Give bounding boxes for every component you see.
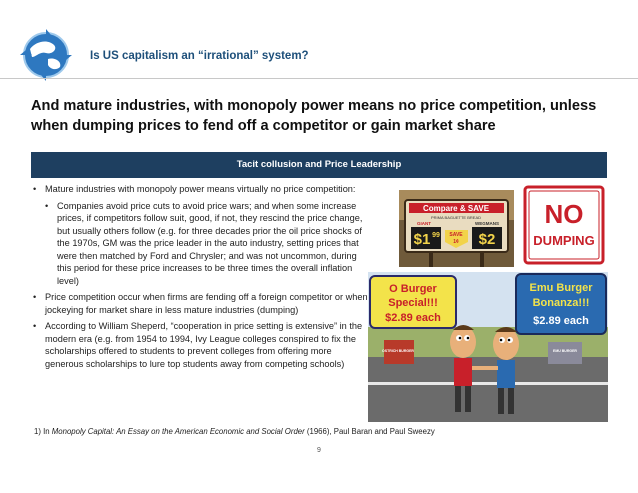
footnote <box>34 427 594 436</box>
no-dumping-sign-image <box>523 185 605 265</box>
burger-right-line2: Bonanza!!! <box>532 297 590 309</box>
footnote-suffix: (1966), Paul Baran and Paul Sweezy <box>304 427 435 436</box>
sign-right-label: WEGMANS <box>475 221 499 226</box>
section-banner <box>31 152 607 178</box>
burger-right-line1: Emu Burger <box>529 282 593 294</box>
sub-bullet-item: • Companies avoid price cuts to avoid price wars; and when some increase prices, if competitors follow suit, good, if not, they rescind the price change, but usually others follow (e.g. for three decades prior the oil price shocks of the 1970s, GM was the price leader in the auto industry, setting prices that were then matched by Ford and Chrysler; and was not uncommon, during this period for these price increases to be three times the overall inflation level) <box>45 200 368 288</box>
sign-subtitle: PRIMA BAGUETTE BREAD <box>430 215 482 220</box>
burger-left-line1: O Burger <box>389 283 437 295</box>
sign-left-label: GIANT <box>417 221 431 226</box>
page-number: 9 <box>317 447 321 454</box>
sign-left-cents: 99 <box>432 232 440 239</box>
sign-save-label: SAVE <box>449 232 463 238</box>
bullet-item: • Mature industries with monopoly power means virtually no price competition: <box>33 183 368 196</box>
nodump-line1: NO <box>544 199 584 229</box>
burger-left-line2: Special!!! <box>388 297 438 309</box>
sign-left-price: $1 <box>413 231 431 248</box>
burger-right-price: $2.89 each <box>533 315 589 327</box>
banner-title: Tacit collusion and Price Leadership <box>236 159 402 170</box>
bullet-item: • Price competition occur when firms are fending off a foreign competitor or when jockeying for market share in less mature industries (dumping) <box>33 291 368 316</box>
burger-left-price: $2.89 each <box>385 312 441 324</box>
burger-left-shop: OSTRICH BURGER <box>382 349 414 353</box>
burger-price-war-image <box>368 272 608 422</box>
header-divider <box>0 78 638 79</box>
sign-title: Compare & SAVE <box>422 204 490 213</box>
footnote-book-title: Monopoly Capital: An Essay on the American Economic and Social Order <box>51 427 305 436</box>
slide-headline: And mature industries, with monopoly power means no price competition, unless when dumping prices to fend off a competitor or gain market share <box>31 98 597 134</box>
footnote-prefix: 1) In <box>34 427 52 436</box>
bullet-list <box>33 183 368 374</box>
header-title: Is US capitalism an “irrational” system? <box>90 50 309 62</box>
globe-logo-icon <box>18 27 74 83</box>
burger-right-shop: EMU BURGER <box>553 349 577 353</box>
bullet-item: • According to William Sheperd, “cooperation in price setting is extensive” in the modern era (e.g. from 1954 to 1994, Ivy League colleges conspired to fix the scholarships offered to students to prevent colleges from offering more generous scholarships to lure top students away from competing schools) <box>33 320 368 370</box>
nodump-line2: DUMPING <box>533 233 595 248</box>
sign-right-price: $2 <box>478 231 496 248</box>
sign-save-amount: 1¢ <box>453 239 459 245</box>
compare-save-sign-image <box>399 190 514 267</box>
